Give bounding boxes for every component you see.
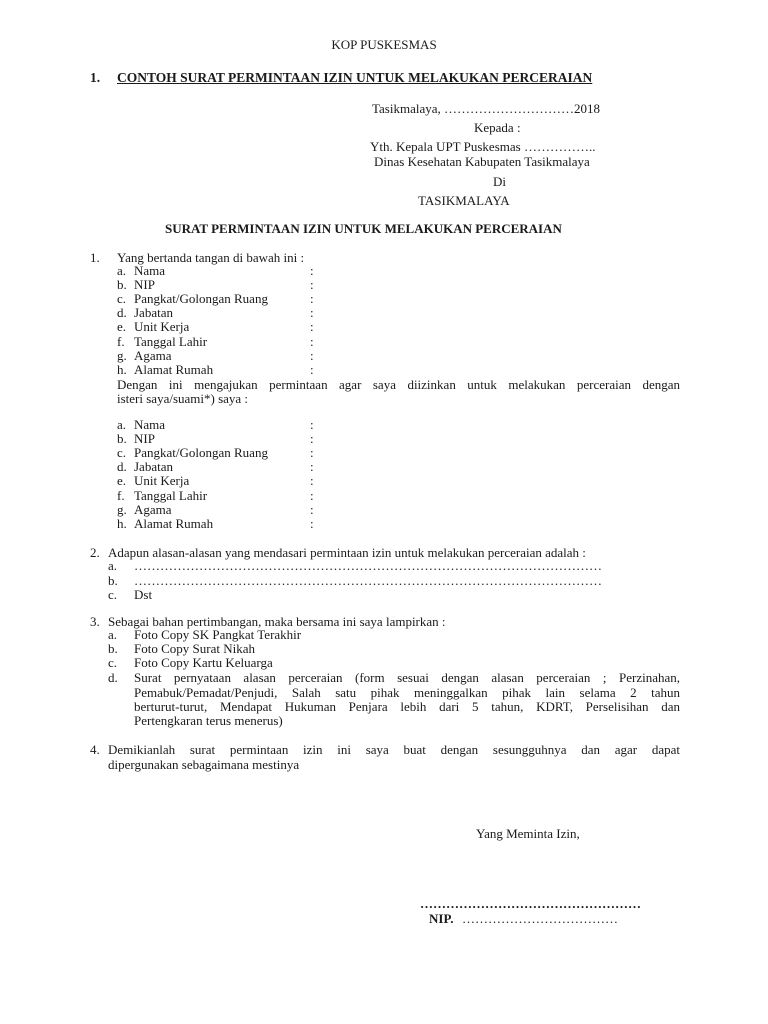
field-letter: h.: [117, 361, 127, 377]
field-letter: a.: [117, 263, 127, 278]
nip-label: NIP.: [429, 911, 454, 926]
field-colon: :: [310, 445, 314, 461]
field-letter: f.: [117, 487, 125, 503]
field-label: Pangkat/Golongan Ruang: [134, 445, 268, 461]
field-letter: g.: [117, 347, 127, 363]
attachment-letter: c.: [108, 655, 118, 670]
section1-intro: Yang bertanda tangan di bawah ini :: [117, 250, 305, 265]
field-colon: :: [310, 501, 314, 517]
field-letter: h.: [117, 515, 127, 531]
field-label: Tanggal Lahir: [134, 333, 208, 349]
request-line-1: Dengan ini mengajukan permintaan agar saya diizinkan untuk melakukan perceraian dengan: [117, 377, 680, 392]
field-colon: :: [310, 263, 314, 278]
attachment-text: Foto Copy SK Pangkat Terakhir: [134, 627, 302, 642]
field-colon: :: [310, 277, 314, 293]
recipient-city: TASIKMALAYA: [418, 193, 510, 208]
closing-line-1: Demikianlah surat permintaan izin ini saya buat dengan sesungguhnya dan agar dapat: [108, 742, 680, 757]
section2-number: 2.: [90, 545, 100, 560]
field-label: Agama: [134, 347, 172, 363]
field-letter: d.: [117, 459, 127, 475]
field-colon: :: [310, 487, 314, 503]
place-date: Tasikmalaya, …………………………2018: [372, 101, 601, 116]
field-letter: c.: [117, 445, 127, 461]
field-label: NIP: [134, 277, 155, 293]
reason-letter: c.: [108, 587, 118, 602]
field-colon: :: [310, 417, 314, 432]
section2-intro: Adapun alasan-alasan yang mendasari permintaan izin untuk melakukan perceraian adalah :: [108, 545, 586, 560]
field-letter: d.: [117, 305, 127, 321]
field-label: Nama: [134, 263, 166, 278]
reason-letter: a.: [108, 558, 118, 573]
section1-number: 1.: [90, 250, 100, 265]
field-letter: c.: [117, 291, 127, 307]
field-label: Alamat Rumah: [134, 361, 214, 377]
field-colon: :: [310, 347, 314, 363]
kop-title: KOP PUSKESMAS: [331, 37, 437, 52]
field-letter: e.: [117, 473, 127, 489]
field-colon: :: [310, 361, 314, 377]
field-label: Tanggal Lahir: [134, 487, 208, 503]
section3-number: 3.: [90, 614, 100, 629]
field-label: Alamat Rumah: [134, 515, 214, 531]
nip-dots: ………………………………: [462, 911, 618, 926]
recipient-office: Dinas Kesehatan Kabupaten Tasikmalaya: [374, 154, 590, 169]
signature-name-line: ……………………………………………: [420, 896, 641, 911]
attachment-letter: a.: [108, 627, 118, 642]
attachment-d-line-3: berturut-turut, Mendapat Hukuman Penjara lebih dari 5 tahun, KDRT, Perselisihan dan: [134, 699, 680, 714]
signature-closing: Yang Meminta Izin,: [476, 826, 580, 841]
closing-line-2: dipergunakan sebagaimana mestinya: [108, 757, 300, 772]
attachment-letter: b.: [108, 641, 118, 656]
field-colon: :: [310, 431, 314, 447]
field-letter: g.: [117, 501, 127, 517]
attachment-d-line-1: Surat pernyataan alasan perceraian (form sesuai dengan alasan perceraian ; Perzinahan,: [134, 670, 680, 685]
reason-text: Dst: [134, 587, 153, 602]
field-letter: b.: [117, 431, 127, 447]
field-label: Unit Kerja: [134, 319, 190, 335]
heading-number: 1.: [90, 70, 101, 85]
field-label: Unit Kerja: [134, 473, 190, 489]
request-line-2: isteri saya/suami*) saya :: [117, 391, 249, 406]
heading-title: CONTOH SURAT PERMINTAAN IZIN UNTUK MELAKUKAN PERCERAIAN: [117, 70, 593, 85]
field-letter: e.: [117, 319, 127, 335]
section4-number: 4.: [90, 742, 100, 757]
letter-subject: SURAT PERMINTAAN IZIN UNTUK MELAKUKAN PERCERAIAN: [165, 221, 562, 236]
reason-text: ………………………………………………………………………………………………: [134, 572, 602, 588]
field-label: Jabatan: [134, 305, 173, 321]
di-label: Di: [493, 174, 506, 189]
field-letter: f.: [117, 333, 125, 349]
field-label: Pangkat/Golongan Ruang: [134, 291, 268, 307]
attachment-d-line-2: Pemabuk/Pemadat/Penjudi, Salah satu pihak meninggalkan pihak lain selama 2 tahun: [134, 685, 680, 700]
section3-intro: Sebagai bahan pertimbangan, maka bersama ini saya lampirkan :: [108, 614, 446, 629]
field-letter: b.: [117, 277, 127, 293]
attachment-d-line-4: Pertengkaran terus menerus): [134, 713, 283, 728]
attachment-text: Foto Copy Kartu Keluarga: [134, 655, 273, 670]
reason-text: ………………………………………………………………………………………………: [134, 558, 602, 573]
field-letter: a.: [117, 417, 127, 432]
field-colon: :: [310, 305, 314, 321]
field-label: Nama: [134, 417, 166, 432]
field-colon: :: [310, 333, 314, 349]
field-label: Jabatan: [134, 459, 173, 475]
kepada-label: Kepada :: [474, 120, 521, 135]
reason-letter: b.: [108, 572, 118, 588]
field-label: Agama: [134, 501, 172, 517]
attachment-text: Foto Copy Surat Nikah: [134, 641, 255, 656]
recipient-title: Yth. Kepala UPT Puskesmas ……………..: [370, 139, 596, 154]
field-label: NIP: [134, 431, 155, 447]
field-colon: :: [310, 291, 314, 307]
attachment-d-letter: d.: [108, 670, 118, 685]
field-colon: :: [310, 319, 314, 335]
field-colon: :: [310, 515, 314, 531]
field-colon: :: [310, 459, 314, 475]
field-colon: :: [310, 473, 314, 489]
